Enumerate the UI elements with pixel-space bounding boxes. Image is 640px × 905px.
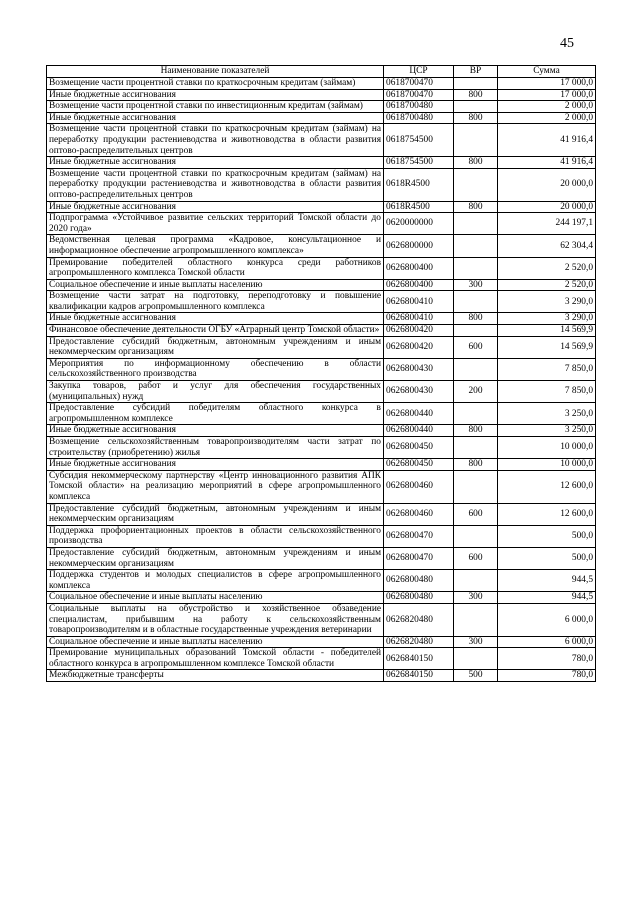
row-sum-cell: 500,0 — [498, 547, 596, 569]
row-name-cell: Возмещение части затрат на подготовку, переподготовку и повышение квалификации кадров агропромышленного комплекса — [47, 291, 384, 313]
row-csr-cell: 0626800450 — [384, 459, 454, 471]
row-name-cell: Субсидия некоммерческому партнерству «Центр инновационного развития АПК Томской области» на реализацию мероприятий в сфере агропромышленного комплекса — [47, 470, 384, 503]
table-row — [47, 437, 596, 459]
row-name-cell: Премирование муниципальных образований Томской области - победителей областного конкурса в агропромышленном комплексе Томской области — [47, 648, 384, 670]
table-row — [47, 157, 596, 169]
row-name-cell: Социальное обеспечение и иные выплаты населению — [47, 592, 384, 604]
row-vr-cell — [454, 101, 498, 113]
row-csr-cell: 0626800410 — [384, 291, 454, 313]
table-row — [47, 570, 596, 592]
row-sum-cell: 17 000,0 — [498, 89, 596, 101]
row-sum-cell: 3 290,0 — [498, 313, 596, 325]
row-sum-cell: 3 250,0 — [498, 425, 596, 437]
row-name-cell: Возмещение части процентной ставки по краткосрочным кредитам (займам) — [47, 78, 384, 90]
row-name-cell: Возмещение сельскохозяйственным товаропроизводителям части затрат по строительству (приобретению) жилья — [47, 437, 384, 459]
table-row — [47, 257, 596, 279]
row-csr-cell: 0618R4500 — [384, 168, 454, 201]
row-name-cell: Иные бюджетные ассигнования — [47, 157, 384, 169]
row-sum-cell: 12 600,0 — [498, 503, 596, 525]
row-vr-cell — [454, 325, 498, 337]
row-name-cell: Предоставление субсидий бюджетным, автономным учреждениям и иным некоммерческим организациям — [47, 503, 384, 525]
row-vr-cell: 800 — [454, 157, 498, 169]
table-row — [47, 636, 596, 648]
header-vr: ВР — [454, 66, 498, 78]
table-row — [47, 313, 596, 325]
row-sum-cell: 14 569,9 — [498, 336, 596, 358]
row-csr-cell: 0618R4500 — [384, 201, 454, 213]
row-csr-cell: 0626800400 — [384, 257, 454, 279]
row-vr-cell — [454, 437, 498, 459]
row-csr-cell: 0618700480 — [384, 112, 454, 124]
row-vr-cell: 600 — [454, 547, 498, 569]
row-csr-cell: 0626800480 — [384, 592, 454, 604]
row-name-cell: Мероприятия по информационному обеспечению в области сельскохозяйственного производства — [47, 358, 384, 380]
row-csr-cell: 0626800440 — [384, 425, 454, 437]
table-row — [47, 503, 596, 525]
row-csr-cell: 0626800480 — [384, 570, 454, 592]
row-sum-cell: 780,0 — [498, 648, 596, 670]
row-vr-cell: 800 — [454, 459, 498, 471]
row-csr-cell: 0626800430 — [384, 381, 454, 403]
row-name-cell: Иные бюджетные ассигнования — [47, 425, 384, 437]
row-csr-cell: 0626800400 — [384, 279, 454, 291]
row-csr-cell: 0626800450 — [384, 437, 454, 459]
row-name-cell: Предоставление субсидий победителям областного конкурса в агропромышленном комплексе — [47, 403, 384, 425]
row-sum-cell: 12 600,0 — [498, 470, 596, 503]
row-csr-cell: 0626840150 — [384, 648, 454, 670]
table-row — [47, 403, 596, 425]
row-sum-cell: 6 000,0 — [498, 603, 596, 636]
row-name-cell: Иные бюджетные ассигнования — [47, 112, 384, 124]
table-row — [47, 648, 596, 670]
table-row — [47, 101, 596, 113]
row-csr-cell: 0626800460 — [384, 470, 454, 503]
row-sum-cell: 20 000,0 — [498, 201, 596, 213]
row-name-cell: Возмещение части процентной ставки по краткосрочным кредитам (займам) на переработку продукции растениеводства и животноводства в области развития оптово-распределительных центров — [47, 168, 384, 201]
row-vr-cell: 300 — [454, 636, 498, 648]
row-vr-cell — [454, 291, 498, 313]
table-row — [47, 124, 596, 157]
row-sum-cell: 780,0 — [498, 670, 596, 682]
row-name-cell: Социальное обеспечение и иные выплаты населению — [47, 279, 384, 291]
table-row — [47, 78, 596, 90]
row-sum-cell: 41 916,4 — [498, 124, 596, 157]
row-sum-cell: 944,5 — [498, 570, 596, 592]
row-sum-cell: 2 000,0 — [498, 101, 596, 113]
row-csr-cell: 0626800410 — [384, 313, 454, 325]
table-row — [47, 235, 596, 257]
row-name-cell: Иные бюджетные ассигнования — [47, 89, 384, 101]
row-sum-cell: 62 304,4 — [498, 235, 596, 257]
row-name-cell: Поддержка профориентационных проектов в области сельскохозяйственного производства — [47, 525, 384, 547]
row-sum-cell: 17 000,0 — [498, 78, 596, 90]
row-csr-cell: 0626800460 — [384, 503, 454, 525]
row-vr-cell — [454, 603, 498, 636]
table-row — [47, 459, 596, 471]
header-name: Наименование показателей — [47, 66, 384, 78]
row-vr-cell — [454, 358, 498, 380]
row-sum-cell: 244 197,1 — [498, 213, 596, 235]
row-vr-cell — [454, 525, 498, 547]
table-row — [47, 592, 596, 604]
row-name-cell: Премирование победителей областного конкурса среди работников агропромышленного комплекса Томской области — [47, 257, 384, 279]
row-vr-cell — [454, 470, 498, 503]
table-body — [47, 78, 596, 682]
row-csr-cell: 0618754500 — [384, 124, 454, 157]
row-csr-cell: 0620000000 — [384, 213, 454, 235]
row-vr-cell — [454, 403, 498, 425]
table-row — [47, 336, 596, 358]
row-name-cell: Предоставление субсидий бюджетным, автономным учреждениям и иным некоммерческим организациям — [47, 547, 384, 569]
row-sum-cell: 20 000,0 — [498, 168, 596, 201]
row-vr-cell — [454, 570, 498, 592]
row-vr-cell: 800 — [454, 112, 498, 124]
row-csr-cell: 0626800420 — [384, 325, 454, 337]
table-row — [47, 381, 596, 403]
row-sum-cell: 14 569,9 — [498, 325, 596, 337]
row-name-cell: Возмещение части процентной ставки по краткосрочным кредитам (займам) на переработку продукции растениеводства и животноводства в области развития оптово-распределительных центров — [47, 124, 384, 157]
row-sum-cell: 10 000,0 — [498, 437, 596, 459]
table-row — [47, 670, 596, 682]
row-csr-cell: 0626800420 — [384, 336, 454, 358]
row-vr-cell: 800 — [454, 425, 498, 437]
budget-table — [46, 65, 596, 682]
row-vr-cell — [454, 235, 498, 257]
table-row — [47, 470, 596, 503]
row-sum-cell: 944,5 — [498, 592, 596, 604]
table-row — [47, 213, 596, 235]
row-sum-cell: 2 520,0 — [498, 257, 596, 279]
row-name-cell: Предоставление субсидий бюджетным, автономным учреждениям и иным некоммерческим организациям — [47, 336, 384, 358]
row-vr-cell: 800 — [454, 201, 498, 213]
row-name-cell: Финансовое обеспечение деятельности ОГБУ «Аграрный центр Томской области» — [47, 325, 384, 337]
row-name-cell: Социальное обеспечение и иные выплаты населению — [47, 636, 384, 648]
row-vr-cell: 300 — [454, 279, 498, 291]
row-vr-cell: 300 — [454, 592, 498, 604]
row-sum-cell: 2 000,0 — [498, 112, 596, 124]
row-vr-cell — [454, 78, 498, 90]
row-vr-cell: 600 — [454, 503, 498, 525]
row-csr-cell: 0618700470 — [384, 78, 454, 90]
row-name-cell: Межбюджетные трансферты — [47, 670, 384, 682]
header-csr: ЦСР — [384, 66, 454, 78]
row-csr-cell: 0626820480 — [384, 636, 454, 648]
row-name-cell: Ведомственная целевая программа «Кадровое, консультационное и информационное обеспечение агропромышленного комплекса» — [47, 235, 384, 257]
row-name-cell: Подпрограмма «Устойчивое развитие сельских территорий Томской области до 2020 года» — [47, 213, 384, 235]
row-sum-cell: 7 850,0 — [498, 381, 596, 403]
table-row — [47, 168, 596, 201]
row-vr-cell — [454, 648, 498, 670]
row-name-cell: Иные бюджетные ассигнования — [47, 201, 384, 213]
row-csr-cell: 0626800000 — [384, 235, 454, 257]
row-csr-cell: 0626800430 — [384, 358, 454, 380]
row-csr-cell: 0618700480 — [384, 101, 454, 113]
header-sum: Сумма — [498, 66, 596, 78]
row-sum-cell: 2 520,0 — [498, 279, 596, 291]
page-number: 45 — [560, 36, 574, 51]
row-csr-cell: 0626820480 — [384, 603, 454, 636]
row-sum-cell: 500,0 — [498, 525, 596, 547]
table-row — [47, 425, 596, 437]
row-vr-cell — [454, 124, 498, 157]
row-csr-cell: 0618754500 — [384, 157, 454, 169]
table-row — [47, 89, 596, 101]
row-vr-cell — [454, 168, 498, 201]
table-row — [47, 112, 596, 124]
row-sum-cell: 6 000,0 — [498, 636, 596, 648]
row-vr-cell: 200 — [454, 381, 498, 403]
table-row — [47, 603, 596, 636]
row-name-cell: Возмещение части процентной ставки по инвестиционным кредитам (займам) — [47, 101, 384, 113]
row-csr-cell: 0626840150 — [384, 670, 454, 682]
row-sum-cell: 3 290,0 — [498, 291, 596, 313]
row-csr-cell: 0626800470 — [384, 525, 454, 547]
table-row — [47, 325, 596, 337]
row-csr-cell: 0626800470 — [384, 547, 454, 569]
row-sum-cell: 7 850,0 — [498, 358, 596, 380]
row-name-cell: Закупка товаров, работ и услуг для обеспечения государственных (муниципальных) нужд — [47, 381, 384, 403]
row-name-cell: Иные бюджетные ассигнования — [47, 313, 384, 325]
table-row — [47, 291, 596, 313]
table-row — [47, 547, 596, 569]
row-sum-cell: 10 000,0 — [498, 459, 596, 471]
row-sum-cell: 3 250,0 — [498, 403, 596, 425]
row-vr-cell: 800 — [454, 313, 498, 325]
row-name-cell: Поддержка студентов и молодых специалистов в сфере агропромышленного комплекса — [47, 570, 384, 592]
row-sum-cell: 41 916,4 — [498, 157, 596, 169]
row-vr-cell: 600 — [454, 336, 498, 358]
table-row — [47, 201, 596, 213]
table-header-row — [47, 66, 596, 78]
row-vr-cell — [454, 213, 498, 235]
table-row — [47, 525, 596, 547]
row-csr-cell: 0626800440 — [384, 403, 454, 425]
table-row — [47, 279, 596, 291]
row-csr-cell: 0618700470 — [384, 89, 454, 101]
row-vr-cell — [454, 257, 498, 279]
table-row — [47, 358, 596, 380]
row-vr-cell: 800 — [454, 89, 498, 101]
row-name-cell: Иные бюджетные ассигнования — [47, 459, 384, 471]
row-vr-cell: 500 — [454, 670, 498, 682]
row-name-cell: Социальные выплаты на обустройство и хозяйственное обзаведение специалистам, прибывшим на работу к сельскохозяйственным товаропроизводителям и в областные государственные учреждения ветеринарии — [47, 603, 384, 636]
